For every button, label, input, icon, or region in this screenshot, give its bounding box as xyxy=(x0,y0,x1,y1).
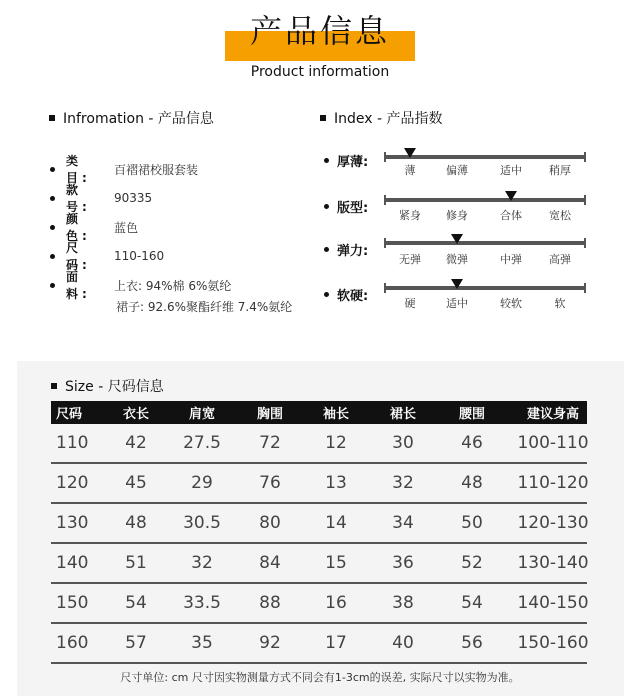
table-cell: 36 xyxy=(392,553,414,573)
table-cell: 32 xyxy=(191,553,213,573)
softness-scale xyxy=(384,286,586,290)
scale-marker-icon xyxy=(451,279,463,289)
fit-scale xyxy=(384,198,586,202)
info-row-fabric xyxy=(50,268,231,302)
column-header: 尺码 xyxy=(56,407,83,422)
table-cell: 16 xyxy=(325,593,347,613)
table-cell: 17 xyxy=(325,633,347,653)
info-value: 110-160 xyxy=(114,249,165,263)
bullet-dot-icon xyxy=(50,225,55,230)
column-header: 胸围 xyxy=(256,407,284,422)
table-cell: 130-140 xyxy=(517,553,589,573)
info-value: 百褶裙校服套装 xyxy=(114,162,199,177)
table-cell: 34 xyxy=(392,513,414,533)
column-header: 建议身高 xyxy=(526,407,580,422)
table-cell: 100-110 xyxy=(517,433,589,453)
measurement-note: 尺寸单位: cm 尺寸因实物测量方式不同会有1-3cm的误差, 实际尺寸以实物为准。 xyxy=(120,671,520,684)
scale-option: 微弹 xyxy=(446,253,468,266)
table-cell: 50 xyxy=(461,513,483,533)
info-key: 尺 码: xyxy=(66,241,91,272)
table-row xyxy=(51,424,587,464)
table-cell: 14 xyxy=(325,513,347,533)
table-cell: 160 xyxy=(56,633,89,653)
table-row xyxy=(51,464,587,504)
scale-option: 软 xyxy=(554,297,566,310)
table-cell: 150-160 xyxy=(517,633,589,653)
column-header: 肩宽 xyxy=(188,407,216,422)
column-header: 袖长 xyxy=(322,407,350,422)
info-heading-text: Infromation - 产品信息 xyxy=(63,111,214,127)
index-label-text: 厚薄: xyxy=(337,155,369,170)
table-cell: 29 xyxy=(191,473,213,493)
table-cell: 150 xyxy=(56,593,89,613)
elasticity-scale xyxy=(384,241,586,245)
index-label-text: 版型: xyxy=(337,201,369,216)
table-cell: 110 xyxy=(56,433,89,453)
table-cell: 120-130 xyxy=(517,513,589,533)
table-cell: 33.5 xyxy=(183,593,221,613)
index-label-thickness xyxy=(324,151,368,170)
scale-option: 修身 xyxy=(446,209,468,222)
info-key: 面 料: xyxy=(66,270,91,301)
table-row xyxy=(51,504,587,544)
scale-option: 较软 xyxy=(500,297,522,310)
table-cell: 45 xyxy=(125,473,147,493)
index-label-text: 软硬: xyxy=(337,289,369,304)
table-cell: 92 xyxy=(259,633,281,653)
table-cell: 15 xyxy=(325,553,347,573)
info-value: 90335 xyxy=(114,191,153,205)
table-cell: 48 xyxy=(461,473,483,493)
size-section-heading xyxy=(51,376,164,396)
scale-option: 薄 xyxy=(404,164,416,177)
table-cell: 54 xyxy=(125,593,147,613)
square-bullet-icon xyxy=(51,383,57,389)
table-cell: 56 xyxy=(461,633,483,653)
info-fabric-skirt: 裙子: 92.6%聚酯纤维 7.4%氨纶 xyxy=(116,300,293,314)
bullet-dot-icon xyxy=(50,254,55,259)
scale-option: 偏薄 xyxy=(446,164,468,177)
table-cell: 46 xyxy=(461,433,483,453)
index-label-fit xyxy=(324,197,368,216)
scale-option: 硬 xyxy=(404,297,416,310)
info-key: 款 号: xyxy=(66,183,91,214)
scale-option: 稍厚 xyxy=(549,164,571,177)
table-cell: 88 xyxy=(259,593,281,613)
scale-marker-icon xyxy=(404,148,416,158)
table-row xyxy=(51,624,587,664)
info-value: 上衣: 94%棉 6%氨纶 xyxy=(114,278,232,293)
scale-option: 宽松 xyxy=(549,209,571,222)
scale-option: 中弹 xyxy=(500,253,522,266)
info-section-heading xyxy=(49,108,214,128)
table-header-row xyxy=(51,401,587,424)
table-cell: 84 xyxy=(259,553,281,573)
table-cell: 42 xyxy=(125,433,147,453)
table-cell: 72 xyxy=(259,433,281,453)
bullet-dot-icon xyxy=(50,167,55,172)
square-bullet-icon xyxy=(49,115,55,121)
scale-option: 适中 xyxy=(500,164,522,177)
index-section-heading xyxy=(320,108,443,128)
table-cell: 57 xyxy=(125,633,147,653)
scale-option: 高弹 xyxy=(549,253,571,266)
index-label-softness xyxy=(324,285,368,304)
table-cell: 30 xyxy=(392,433,414,453)
scale-marker-icon xyxy=(505,191,517,201)
scale-option: 适中 xyxy=(446,297,468,310)
table-cell: 52 xyxy=(461,553,483,573)
table-cell: 120 xyxy=(56,473,89,493)
square-bullet-icon xyxy=(320,115,326,121)
table-cell: 12 xyxy=(325,433,347,453)
table-cell: 76 xyxy=(259,473,281,493)
table-cell: 130 xyxy=(56,513,89,533)
table-cell: 140 xyxy=(56,553,89,573)
table-cell: 13 xyxy=(325,473,347,493)
table-cell: 80 xyxy=(259,513,281,533)
thickness-scale xyxy=(384,155,586,159)
table-cell: 32 xyxy=(392,473,414,493)
table-row xyxy=(51,544,587,584)
page-subtitle: Product information xyxy=(250,64,390,80)
table-body xyxy=(51,424,587,664)
table-cell: 27.5 xyxy=(183,433,221,453)
bullet-dot-icon xyxy=(324,158,329,163)
bullet-dot-icon xyxy=(50,196,55,201)
bullet-dot-icon xyxy=(50,283,55,288)
bullet-dot-icon xyxy=(324,247,329,252)
page-title: 产品信息 xyxy=(249,12,390,50)
index-label-elasticity xyxy=(324,240,368,259)
table-cell: 38 xyxy=(392,593,414,613)
column-header: 腰围 xyxy=(458,407,486,422)
bullet-dot-icon xyxy=(324,292,329,297)
column-header: 裙长 xyxy=(389,407,417,422)
table-cell: 140-150 xyxy=(517,593,589,613)
table-row xyxy=(51,584,587,624)
index-heading-text: Index - 产品指数 xyxy=(334,111,443,127)
column-header: 衣长 xyxy=(122,407,150,422)
scale-marker-icon xyxy=(451,234,463,244)
scale-option: 紧身 xyxy=(399,209,421,222)
scale-option: 无弹 xyxy=(399,253,421,266)
table-cell: 30.5 xyxy=(183,513,221,533)
table-cell: 48 xyxy=(125,513,147,533)
scale-option: 合体 xyxy=(500,209,522,222)
size-table xyxy=(51,401,587,664)
table-cell: 54 xyxy=(461,593,483,613)
info-key: 颜 色: xyxy=(66,212,91,243)
size-heading-text: Size - 尺码信息 xyxy=(65,379,164,395)
bullet-dot-icon xyxy=(324,204,329,209)
table-cell: 40 xyxy=(392,633,414,653)
index-label-text: 弹力: xyxy=(337,244,369,259)
table-cell: 35 xyxy=(191,633,213,653)
table-cell: 110-120 xyxy=(517,473,589,493)
table-cell: 51 xyxy=(125,553,147,573)
info-key: 类 目: xyxy=(66,154,91,185)
info-value: 蓝色 xyxy=(114,220,139,235)
